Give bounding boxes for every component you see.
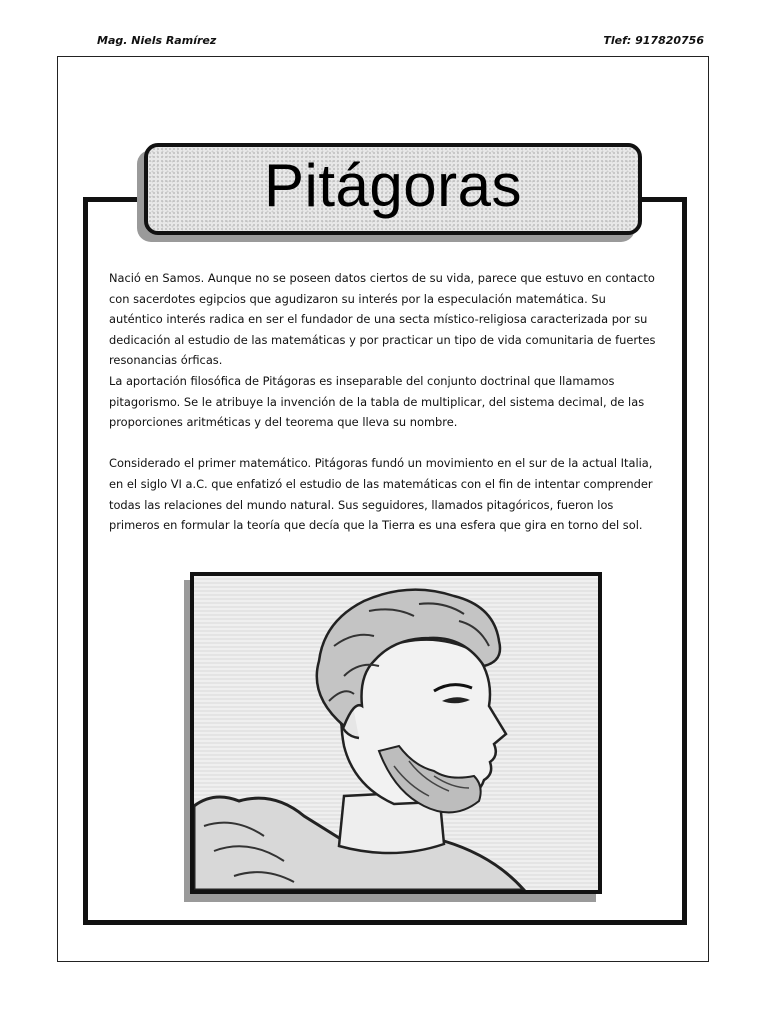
- title-banner: [144, 143, 642, 235]
- portrait-image: [190, 572, 602, 894]
- pythagoras-portrait-drawing: [194, 576, 598, 890]
- paragraph-3: Considerado el primer matemático. Pitágoras fundó un movimiento en el sur de la actual Italia, en el siglo VI a.C. que enfatizó el estudio de las matemáticas con el fin de intentar comprender todas las relaciones del mundo natural. Sus seguidores, llamados pitagóricos, fueron los primeros en formular la teoría que decía que la Tierra es una esfera que gira en torno del sol.: [109, 456, 653, 533]
- header-phone: Tlef: 917820756: [603, 34, 704, 47]
- header-author: Mag. Niels Ramírez: [97, 34, 217, 47]
- paragraph-1: Nació en Samos. Aunque no se poseen datos ciertos de su vida, parece que estuvo en contacto con sacerdotes egipcios que agudizaron su interés por la especulación matemática. Su auténtico interés radica en ser el fundador de una secta místico-religiosa caracterizada por su dedicación al estudio de las matemáticas y por practicar un tipo de vida comunitaria de fuertes resonancias órficas.: [109, 271, 656, 368]
- page-title: Pitágoras: [264, 152, 522, 219]
- body-text: [109, 268, 661, 536]
- paragraph-2: La aportación filosófica de Pitágoras es inseparable del conjunto doctrinal que llamamos pitagorismo. Se le atribuye la invención de la tabla de multiplicar, del sistema decimal, de las proporciones aritméticas y del teorema que lleva su nombre.: [109, 373, 645, 430]
